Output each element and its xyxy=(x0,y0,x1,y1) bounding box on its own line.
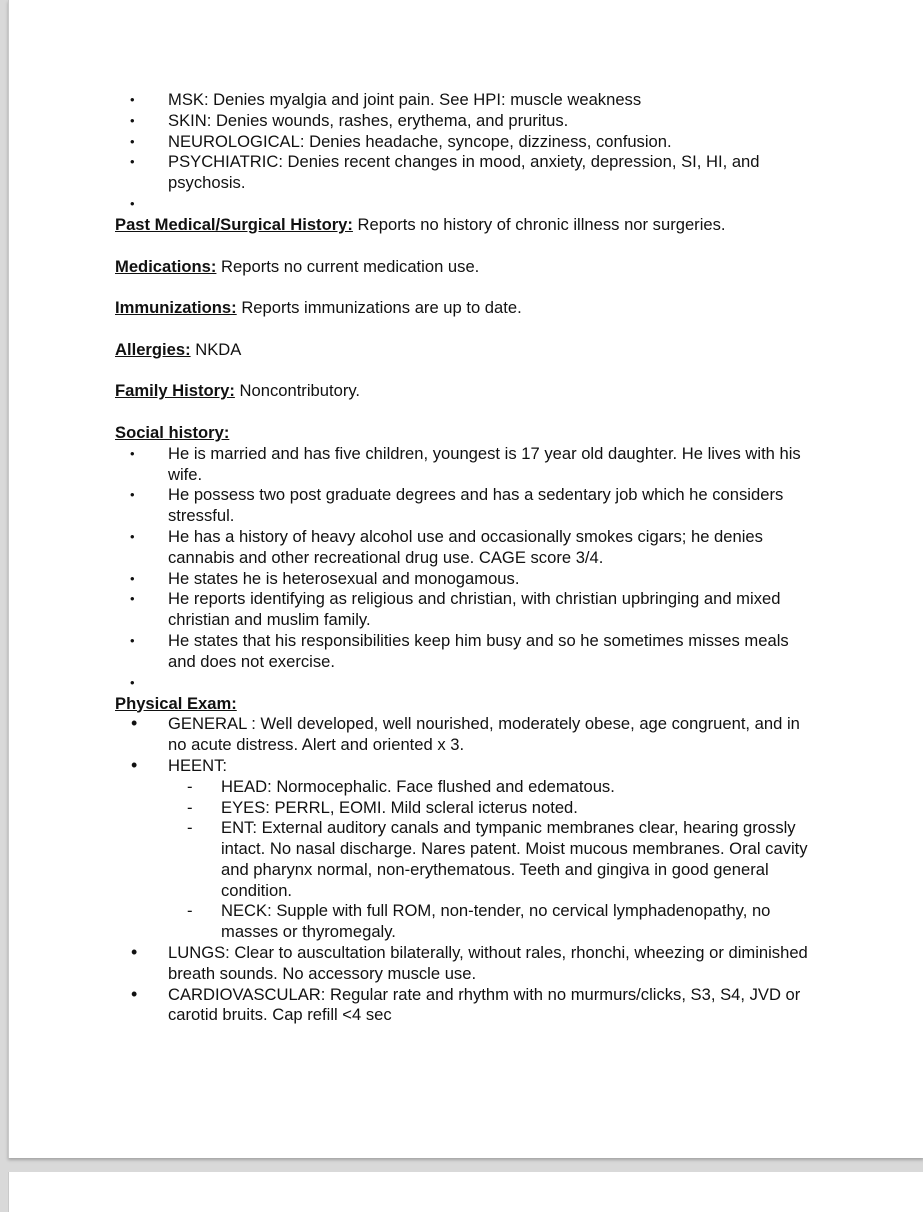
allergies-heading: Allergies: xyxy=(115,339,191,359)
list-item: • MSK: Denies myalgia and joint pain. See HPI: muscle weakness xyxy=(115,90,815,111)
list-item: • He reports identifying as religious and christian, with christian upbringing and mixed christian and muslim family. xyxy=(115,589,815,631)
allergies-section xyxy=(115,340,815,361)
immunizations-section xyxy=(115,298,815,319)
social-history-list xyxy=(115,444,815,694)
list-item: • He states he is heterosexual and monogamous. xyxy=(115,569,815,590)
physical-exam-heading: Physical Exam: xyxy=(115,693,237,713)
immunizations-heading: Immunizations: xyxy=(115,298,237,318)
list-item: • NEUROLOGICAL: Denies headache, syncope, dizziness, confusion. xyxy=(115,132,815,153)
pmh-heading: Past Medical/Surgical History: xyxy=(115,214,353,234)
family-history-section xyxy=(115,381,815,402)
document-content xyxy=(115,90,815,1026)
heent-subitem: - NECK: Supple with full ROM, non-tender, no cervical lymphadenopathy, no masses or thyromegaly. xyxy=(115,901,815,943)
list-item: • He states that his responsibilities keep him busy and so he sometimes misses meals and does not exercise. xyxy=(115,631,815,673)
list-item: • He has a history of heavy alcohol use and occasionally smokes cigars; he denies cannabis and other recreational drug use. CAGE score 3/4. xyxy=(115,527,815,569)
list-item: • He is married and has five children, youngest is 17 year old daughter. He lives with his wife. xyxy=(115,444,815,486)
heent-subitem: - EYES: PERRL, EOMI. Mild scleral icterus noted. xyxy=(115,798,815,819)
physical-exam-section xyxy=(115,694,815,715)
lungs-item: • LUNGS: Clear to auscultation bilaterally, without rales, rhonchi, wheezing or diminished breath sounds. No accessory muscle use. xyxy=(115,943,815,985)
general-item: • GENERAL : Well developed, well nourished, moderately obese, age congruent, and in no acute distress. Alert and oriented x 3. xyxy=(115,714,815,756)
medications-heading: Medications: xyxy=(115,256,217,276)
empty-bullet xyxy=(115,194,815,215)
list-item: • PSYCHIATRIC: Denies recent changes in mood, anxiety, depression, SI, HI, and psychosis. xyxy=(115,152,815,194)
social-history-section xyxy=(115,423,815,444)
heent-item: • HEENT: xyxy=(115,756,815,777)
list-item: • He possess two post graduate degrees and has a sedentary job which he considers stressful. xyxy=(115,485,815,527)
pmh-text: Reports no history of chronic illness nor surgeries. xyxy=(352,214,726,234)
allergies-text: NKDA xyxy=(190,339,242,359)
next-page xyxy=(8,1172,923,1212)
heent-subitem: - ENT: External auditory canals and tympanic membranes clear, hearing grossly intact. No nasal discharge. Nares patent. Moist mucous membranes. Oral cavity and pharynx normal, non-erythematous. Teeth and gingiva in good general condition. xyxy=(115,818,815,901)
empty-bullet xyxy=(115,673,815,694)
list-item: • SKIN: Denies wounds, rashes, erythema, and pruritus. xyxy=(115,111,815,132)
heent-subitem: - HEAD: Normocephalic. Face flushed and edematous. xyxy=(115,777,815,798)
pmh-section xyxy=(115,215,815,236)
cardiovascular-item: • CARDIOVASCULAR: Regular rate and rhythm with no murmurs/clicks, S3, S4, JVD or carotid bruits. Cap refill <4 sec xyxy=(115,985,815,1027)
document-page xyxy=(8,0,923,1158)
medications-text: Reports no current medication use. xyxy=(216,256,480,276)
social-history-heading: Social history: xyxy=(115,422,230,442)
ros-list xyxy=(115,90,815,215)
physical-exam-list xyxy=(115,714,815,1026)
family-history-text: Noncontributory. xyxy=(234,381,361,401)
family-history-heading: Family History: xyxy=(115,381,235,401)
immunizations-text: Reports immunizations are up to date. xyxy=(236,298,522,318)
medications-section xyxy=(115,257,815,278)
